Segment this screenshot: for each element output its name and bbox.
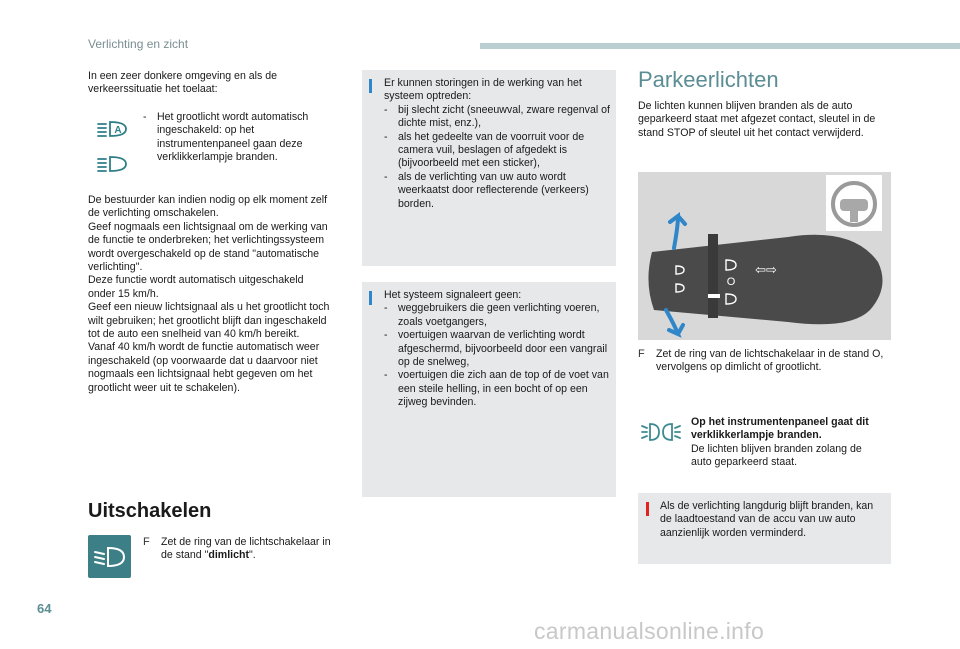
dipped-beam-icon	[88, 535, 131, 578]
section-title-uitschakelen: Uitschakelen	[88, 500, 212, 522]
info-panel-storingen	[362, 70, 616, 266]
body-line: onder 15 km/h.	[88, 287, 159, 300]
warning-icon	[646, 502, 649, 516]
body-line: tot de auto een snelheid van 40 km/h bereikt.	[88, 328, 300, 341]
parking-lights-icon	[640, 420, 682, 444]
instrument-panel-title: Op het instrumentenpaneel gaat dit verklikkerlampje branden.	[691, 416, 869, 442]
body-line: verlichting".	[88, 261, 143, 274]
body-line: grootlicht weer uit te schakelen).	[88, 381, 240, 394]
high-beam-icon	[93, 151, 133, 177]
info-icon	[369, 291, 372, 305]
panel2-intro: Het systeem signaleert geen:	[384, 289, 522, 301]
body-line: Deze functie wordt automatisch uitgeschakeld	[88, 274, 304, 287]
auto-bullet-text: Het grootlicht wordt automatisch ingeschakeld: op het instrumentenpaneel gaan deze verklikkerlampje branden.	[157, 111, 309, 164]
stalk-label-o: O	[726, 276, 736, 288]
list-item: - voertuigen die zich aan de top of de voet van een steile helling, in een bocht of op een zijweg bevinden.	[384, 369, 609, 409]
warning-panel	[638, 493, 891, 564]
body-line: wilt gebruiken; het grootlicht blijft dan ingeschakeld	[88, 314, 327, 327]
intro-text: In een zeer donkere omgeving en als de verkeerssituatie het toelaat:	[88, 70, 278, 96]
list-item: - als de verlichting van uw auto wordt weerkaatst door reflecterende (verkeers) borden.	[384, 170, 589, 210]
auto-high-beam-icon	[93, 116, 133, 142]
instrument-panel-text: De lichten blijven branden zolang de auto geparkeerd staat.	[691, 442, 862, 469]
uitschakelen-instruction	[143, 536, 343, 563]
section-title-parkeerlichten: Parkeerlichten	[638, 67, 779, 92]
instruction-text-bold: dimlicht	[208, 549, 249, 562]
instruction-arrow-icon: F	[143, 536, 150, 548]
body-line: de verlichting omschakelen.	[88, 207, 219, 220]
list-item: - voertuigen waarvan de verlichting wordt afgeschermd, bijvoorbeeld door een vangrail op de snelweg,	[384, 329, 608, 369]
auto-bullet	[143, 111, 343, 165]
stalk-instruction	[638, 348, 890, 375]
instrument-panel-note	[691, 416, 883, 470]
list-item: - bij slecht zicht (sneeuwval, zware regenval of dichte mist, enz.),	[384, 103, 610, 130]
instruction-arrow-icon: F	[638, 348, 645, 360]
stalk-instruction-text: Zet de ring van de lichtschakelaar in de stand O, vervolgens op dimlicht of grootlicht.	[656, 348, 884, 374]
list-item: - weggebruikers die geen verlichting voeren, zoals voetgangers,	[384, 302, 600, 328]
header-bar	[480, 43, 960, 49]
light-stalk-illustration	[638, 172, 891, 340]
page-number: 64	[37, 601, 52, 616]
body-line: wordt overgeschakeld op de stand "automatische	[88, 247, 320, 260]
instruction-text-pre: Zet de ring van de lichtschakelaar in de stand "	[161, 536, 331, 562]
list-item: - als het gedeelte van de voorruit voor de camera vuil, beslagen of afgedekt is (bijvoorbeeld met een sticker),	[384, 130, 585, 170]
stalk-label-indicators: ⇦⇨	[755, 263, 777, 278]
instruction-text-post: ".	[248, 549, 256, 562]
panel1-intro: Er kunnen storingen in de werking van het systeem optreden:	[384, 77, 582, 103]
panel1-content	[384, 77, 610, 211]
body-line: Vanaf 40 km/h wordt de functie automatisch weer	[88, 341, 320, 354]
body-line: Geef een nieuw lichtsignaal als u het grootlicht toch	[88, 301, 330, 314]
watermark: carmanualsonline.info	[534, 618, 765, 644]
panel2-content	[384, 289, 610, 410]
body-line: nogmaals een lichtsignaal hebt gegeven om het	[88, 368, 313, 381]
body-text	[88, 194, 348, 395]
parkeerlichten-intro: De lichten kunnen blijven branden als de auto geparkeerd staat met afgezet contact, sleutel in de stand STOP of sleutel uit het contact verwijderd.	[638, 100, 876, 139]
warning-text: Als de verlichting langdurig blijft branden, kan de laadtoestand van de accu van uw auto aanzienlijk worden verminderd.	[660, 500, 874, 539]
body-line: De bestuurder kan indien nodig op elk moment zelf	[88, 194, 328, 206]
header-title: Verlichting en zicht	[88, 37, 189, 51]
svg-text:A: A	[114, 125, 122, 136]
body-line: ingeschakeld (op voorwaarde dat u daarvoor niet	[88, 354, 318, 367]
info-panel-signaleert	[362, 282, 616, 497]
body-line: Geef nogmaals een lichtsignaal om de werking van	[88, 220, 328, 233]
bullet-dash: -	[143, 111, 147, 123]
info-icon	[369, 79, 372, 93]
body-line: de functie te onderbreken; het verlichtingssysteem	[88, 234, 325, 247]
